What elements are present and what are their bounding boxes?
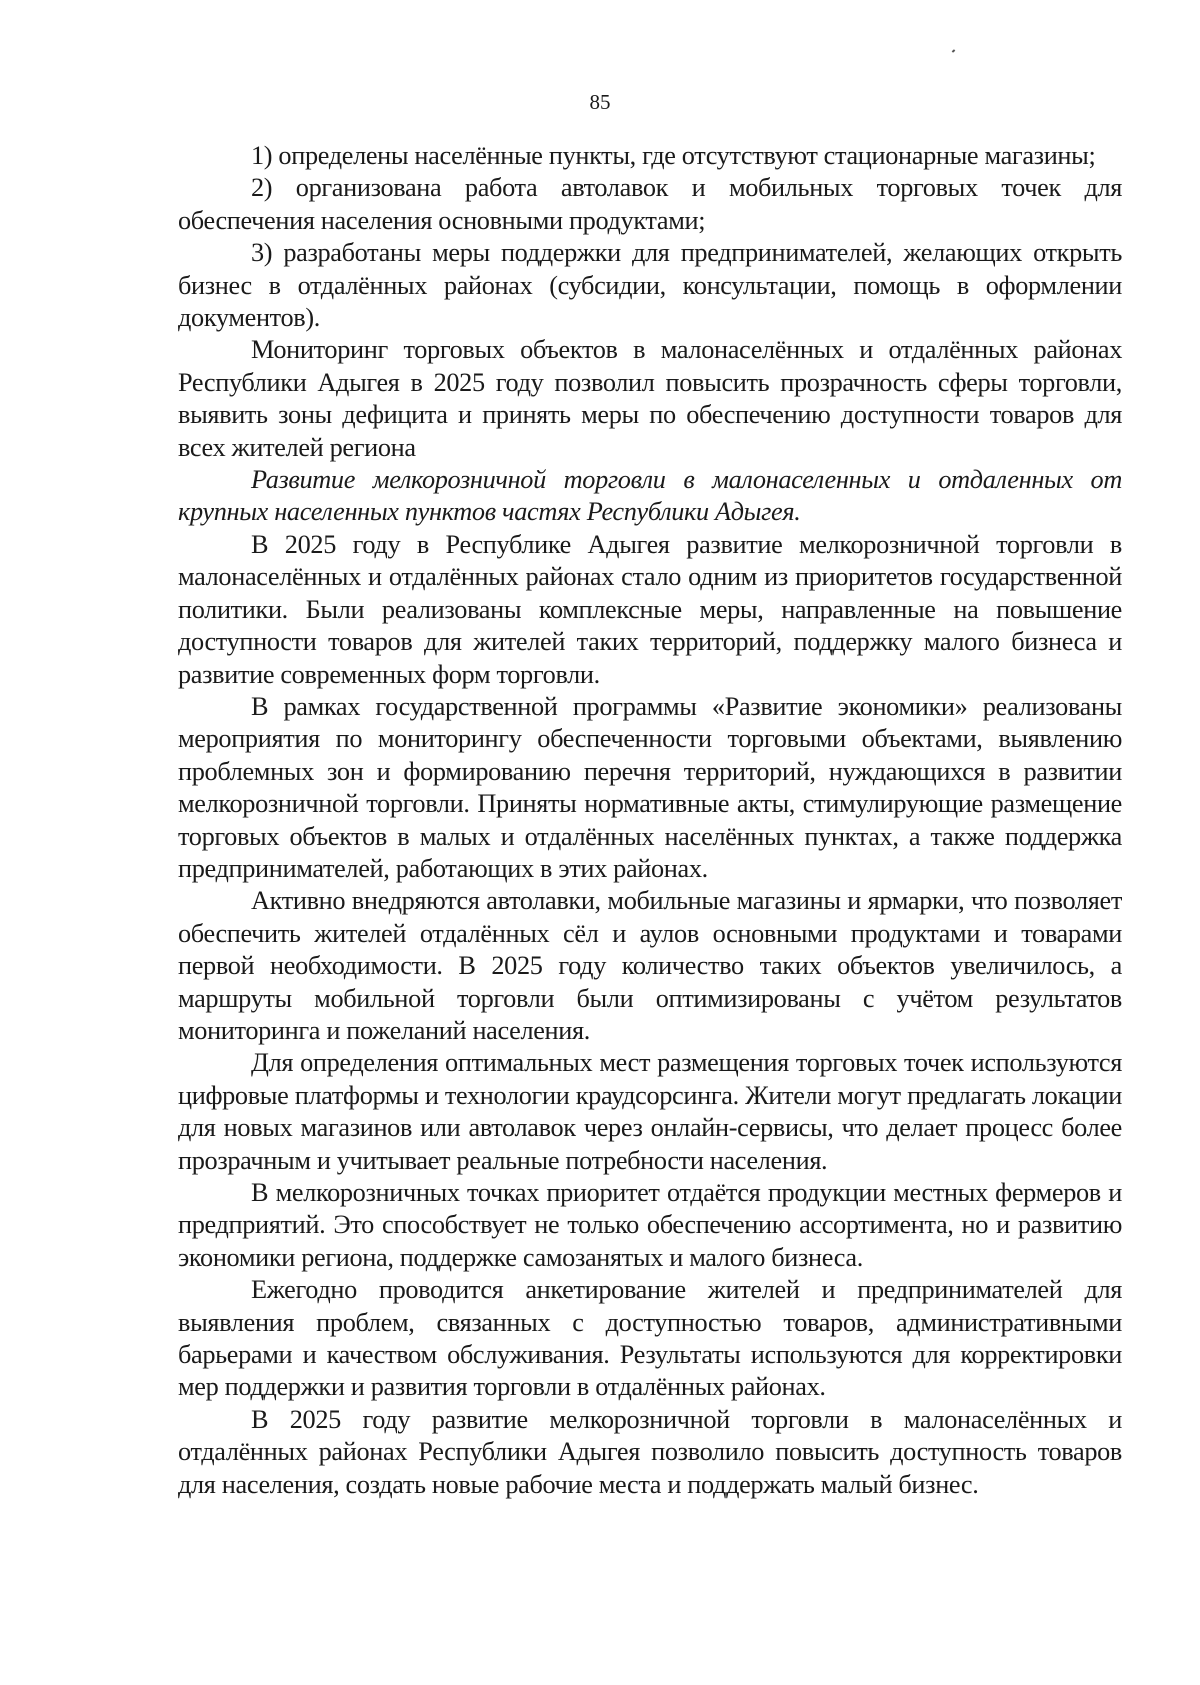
paragraph-monitoring-summary: Мониторинг торговых объектов в малонаселённых и отдалённых районах Республики Адыгея в 2025 году позволил повысить прозрачность сферы торговли, выявить зоны дефицита и принять меры по обеспечению доступности товаров для всех жителей региона bbox=[178, 335, 1122, 462]
paragraph-priority: В 2025 году в Республике Адыгея развитие мелкорозничной торговли в малонаселённых и отдалённых районах стало одним из приоритетов государственной политики. Были реализованы комплексные меры, направленные на повышение доступности товаров для жителей таких территорий, поддержку малого бизнеса и развитие современных форм торговли. bbox=[178, 529, 1122, 689]
paragraph-mobile-shops: Активно внедряются автолавки, мобильные магазины и ярмарки, что позволяет обеспечить жителей отдалённых сёл и аулов основными продуктами и товарами первой необходимости. В 2025 году количество таких объектов увеличилось, а маршруты мобильной торговли были оптимизированы с учётом результатов мониторинга и пожеланий населения. bbox=[178, 886, 1122, 1045]
paragraph-digital-platforms: Для определения оптимальных мест размещения торговых точек используются цифровые платформы и технологии краудсорсинга. Жители могут предлагать локации для новых магазинов или автолавок через онлайн-сервисы, что делает процесс более прозрачным и учитывает реальные потребности населения. bbox=[178, 1048, 1122, 1175]
paragraph-conclusion: В 2025 году развитие мелкорозничной торговли в малонаселённых и отдалённых районах Республики Адыгея позволило повысить доступность товаров для населения, создать новые рабочие места и поддержать малый бизнес. bbox=[178, 1404, 1122, 1499]
scan-artifact-mark bbox=[952, 49, 956, 52]
section-heading: Развитие мелкорозничной торговли в малонаселенных и отдаленных от крупных населенных пунктов частях Республики Адыгея. bbox=[178, 465, 1122, 527]
paragraph-item-3: 3) разработаны меры поддержки для предпринимателей, желающих открыть бизнес в отдалённых районах (субсидии, консультации, помощь в оформлении документов). bbox=[178, 238, 1122, 333]
paragraph-survey: Ежегодно проводится анкетирование жителей и предпринимателей для выявления проблем, связанных с доступностью товаров, административными барьерами и качеством обслуживания. Результаты используются для корректировки мер поддержки и развития торговли в отдалённых районах. bbox=[178, 1275, 1122, 1402]
page-number: 85 bbox=[589, 90, 611, 114]
document-body bbox=[178, 140, 1122, 1501]
paragraph-item-1: 1) определены населённые пункты, где отсутствуют стационарные магазины; bbox=[251, 141, 1096, 170]
paragraph-state-program: В рамках государственной программы «Развитие экономики» реализованы мероприятия по мониторингу обеспеченности торговыми объектами, выявлению проблемных зон и формированию перечня территорий, нуждающихся в развитии мелкорозничной торговли. Приняты нормативные акты, стимулирующие размещение торговых объектов в малых и отдалённых населённых пунктах, а также поддержка предпринимателей, работающих в этих районах. bbox=[178, 691, 1122, 883]
paragraph-item-2: 2) организована работа автолавок и мобильных торговых точек для обеспечения населения основными продуктами; bbox=[178, 173, 1122, 235]
paragraph-local-products: В мелкорозничных точках приоритет отдаётся продукции местных фермеров и предприятий. Это способствует не только обеспечению ассортимента, но и развитию экономики региона, поддержке самозанятых и малого бизнеса. bbox=[178, 1178, 1122, 1272]
